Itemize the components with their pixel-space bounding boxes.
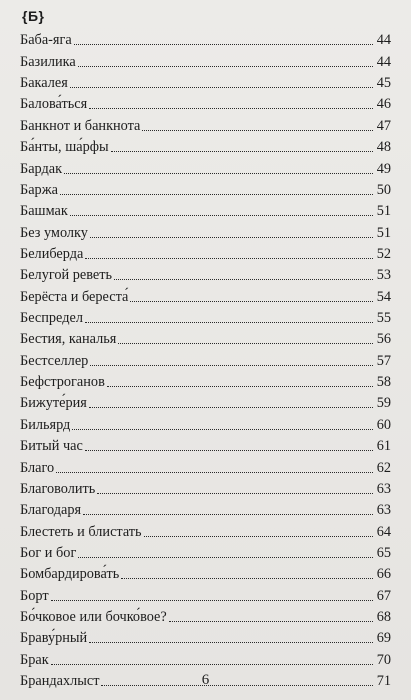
toc-entry-term: Белиберда [20, 245, 84, 262]
toc-entry [20, 156, 391, 177]
toc-entry-term: Баба-яга [20, 32, 72, 49]
dot-leader [85, 257, 373, 259]
toc-entry [20, 28, 391, 49]
toc-entry-term: Бо́чковое или бочко́вое? [20, 609, 167, 626]
toc-entry-page: 55 [376, 310, 391, 327]
dot-leader [97, 492, 373, 494]
toc-entry [20, 391, 391, 412]
toc-entry [20, 455, 391, 476]
toc-entry-term: Борт [20, 587, 49, 604]
dot-leader [89, 641, 373, 643]
toc-entry [20, 220, 391, 241]
dot-leader [118, 342, 373, 344]
dot-leader [114, 278, 373, 280]
toc-entry-term: Благоволить [20, 480, 96, 497]
table-of-contents [20, 28, 391, 690]
toc-entry-term: Брандахлыст [20, 673, 100, 690]
toc-entry-term: Благо [20, 459, 55, 476]
dot-leader [78, 556, 373, 558]
toc-entry-page: 52 [376, 245, 391, 262]
toc-entry-term: Битый час [20, 438, 83, 455]
toc-entry-term: Бижуте́рия [20, 395, 87, 412]
dot-leader [121, 577, 373, 579]
toc-entry-term: Брак [20, 651, 49, 668]
dot-leader [60, 193, 373, 195]
toc-entry [20, 327, 391, 348]
toc-entry-page: 63 [376, 502, 391, 519]
toc-entry [20, 434, 391, 455]
toc-entry [20, 562, 391, 583]
toc-entry-page: 70 [376, 651, 391, 668]
toc-entry-term: Бомбардирова́ть [20, 566, 120, 583]
toc-entry-page: 58 [376, 374, 391, 391]
toc-entry [20, 412, 391, 433]
toc-entry-term: Базилика [20, 53, 76, 70]
toc-entry-page: 47 [376, 117, 391, 134]
toc-entry-term: Без умолку [20, 224, 88, 241]
toc-entry-page: 45 [376, 75, 391, 92]
toc-entry-term: Беспредел [20, 310, 83, 327]
toc-entry-page: 46 [376, 96, 391, 113]
toc-entry [20, 605, 391, 626]
toc-entry-page: 60 [376, 416, 391, 433]
page-number: 6 [201, 672, 210, 688]
toc-entry-term: Бестия, каналья [20, 331, 117, 348]
toc-entry [20, 49, 391, 70]
toc-entry-page: 59 [376, 395, 391, 412]
dot-leader [51, 663, 373, 665]
dot-leader [70, 214, 373, 216]
dot-leader [90, 364, 373, 366]
toc-entry [20, 498, 391, 519]
toc-entry-term: Бильярд [20, 416, 71, 433]
toc-entry-page: 64 [376, 523, 391, 540]
toc-entry-page: 69 [376, 630, 391, 647]
dot-leader [89, 107, 373, 109]
section-heading: {Б} [22, 8, 45, 24]
toc-entry-page: 53 [376, 267, 391, 284]
toc-entry-term: Баржа [20, 181, 58, 198]
toc-entry-page: 56 [376, 331, 391, 348]
toc-entry-page: 51 [376, 203, 391, 220]
toc-entry-term: Бог и бог [20, 544, 77, 561]
toc-entry [20, 370, 391, 391]
toc-entry-page: 71 [376, 673, 391, 690]
toc-entry [20, 541, 391, 562]
toc-entry-page: 67 [376, 587, 391, 604]
toc-entry-term: Бакалея [20, 75, 68, 92]
toc-entry-term: Башмак [20, 203, 68, 220]
dot-leader [144, 535, 373, 537]
toc-entry-page: 65 [376, 544, 391, 561]
toc-entry [20, 135, 391, 156]
toc-entry-page: 57 [376, 352, 391, 369]
dot-leader [107, 385, 373, 387]
toc-entry-page: 48 [376, 139, 391, 156]
toc-entry [20, 647, 391, 668]
dot-leader [90, 236, 373, 238]
toc-entry [20, 71, 391, 92]
toc-entry-page: 61 [376, 438, 391, 455]
toc-entry-term: Благодаря [20, 502, 82, 519]
toc-entry-term: Ба́нты, ша́рфы [20, 139, 109, 156]
dot-leader [142, 129, 373, 131]
toc-entry-page: 44 [376, 53, 391, 70]
bleed-through-text [146, 6, 266, 20]
toc-entry-page: 49 [376, 160, 391, 177]
toc-entry [20, 263, 391, 284]
toc-entry [20, 92, 391, 113]
toc-entry-term: Браву́рный [20, 630, 88, 647]
toc-entry [20, 306, 391, 327]
dot-leader [78, 65, 373, 67]
dot-leader [169, 620, 373, 622]
dot-leader [89, 406, 373, 408]
dot-leader [74, 43, 373, 45]
toc-entry-page: 66 [376, 566, 391, 583]
toc-entry-page: 62 [376, 459, 391, 476]
toc-entry-page: 54 [376, 288, 391, 305]
dot-leader [56, 471, 373, 473]
dot-leader [72, 428, 373, 430]
toc-entry-term: Белугой реветь [20, 267, 112, 284]
dot-leader [70, 86, 373, 88]
toc-entry [20, 284, 391, 305]
toc-entry [20, 113, 391, 134]
toc-entry-page: 44 [376, 32, 391, 49]
toc-entry-page: 68 [376, 609, 391, 626]
toc-entry [20, 477, 391, 498]
toc-entry [20, 199, 391, 220]
toc-entry-term: Бефстроганов [20, 374, 105, 391]
toc-entry-page: 50 [376, 181, 391, 198]
toc-entry-page: 51 [376, 224, 391, 241]
toc-entry-term: Бардак [20, 160, 63, 177]
toc-entry [20, 583, 391, 604]
toc-entry [20, 519, 391, 540]
toc-entry-term: Берёста и береста́ [20, 288, 129, 305]
dot-leader [111, 150, 373, 152]
dot-leader [64, 172, 373, 174]
dot-leader [83, 513, 373, 515]
dot-leader [130, 300, 373, 302]
dot-leader [85, 321, 373, 323]
dot-leader [51, 599, 373, 601]
toc-entry-term: Блестеть и блистать [20, 523, 142, 540]
toc-entry [20, 626, 391, 647]
toc-entry-term: Бестселлер [20, 352, 89, 369]
toc-entry-term: Балова́ться [20, 96, 88, 113]
toc-entry-term: Банкнот и банкнота [20, 117, 141, 134]
toc-entry [20, 178, 391, 199]
toc-entry-page: 63 [376, 480, 391, 497]
toc-entry [20, 242, 391, 263]
dot-leader [85, 449, 373, 451]
toc-entry [20, 348, 391, 369]
